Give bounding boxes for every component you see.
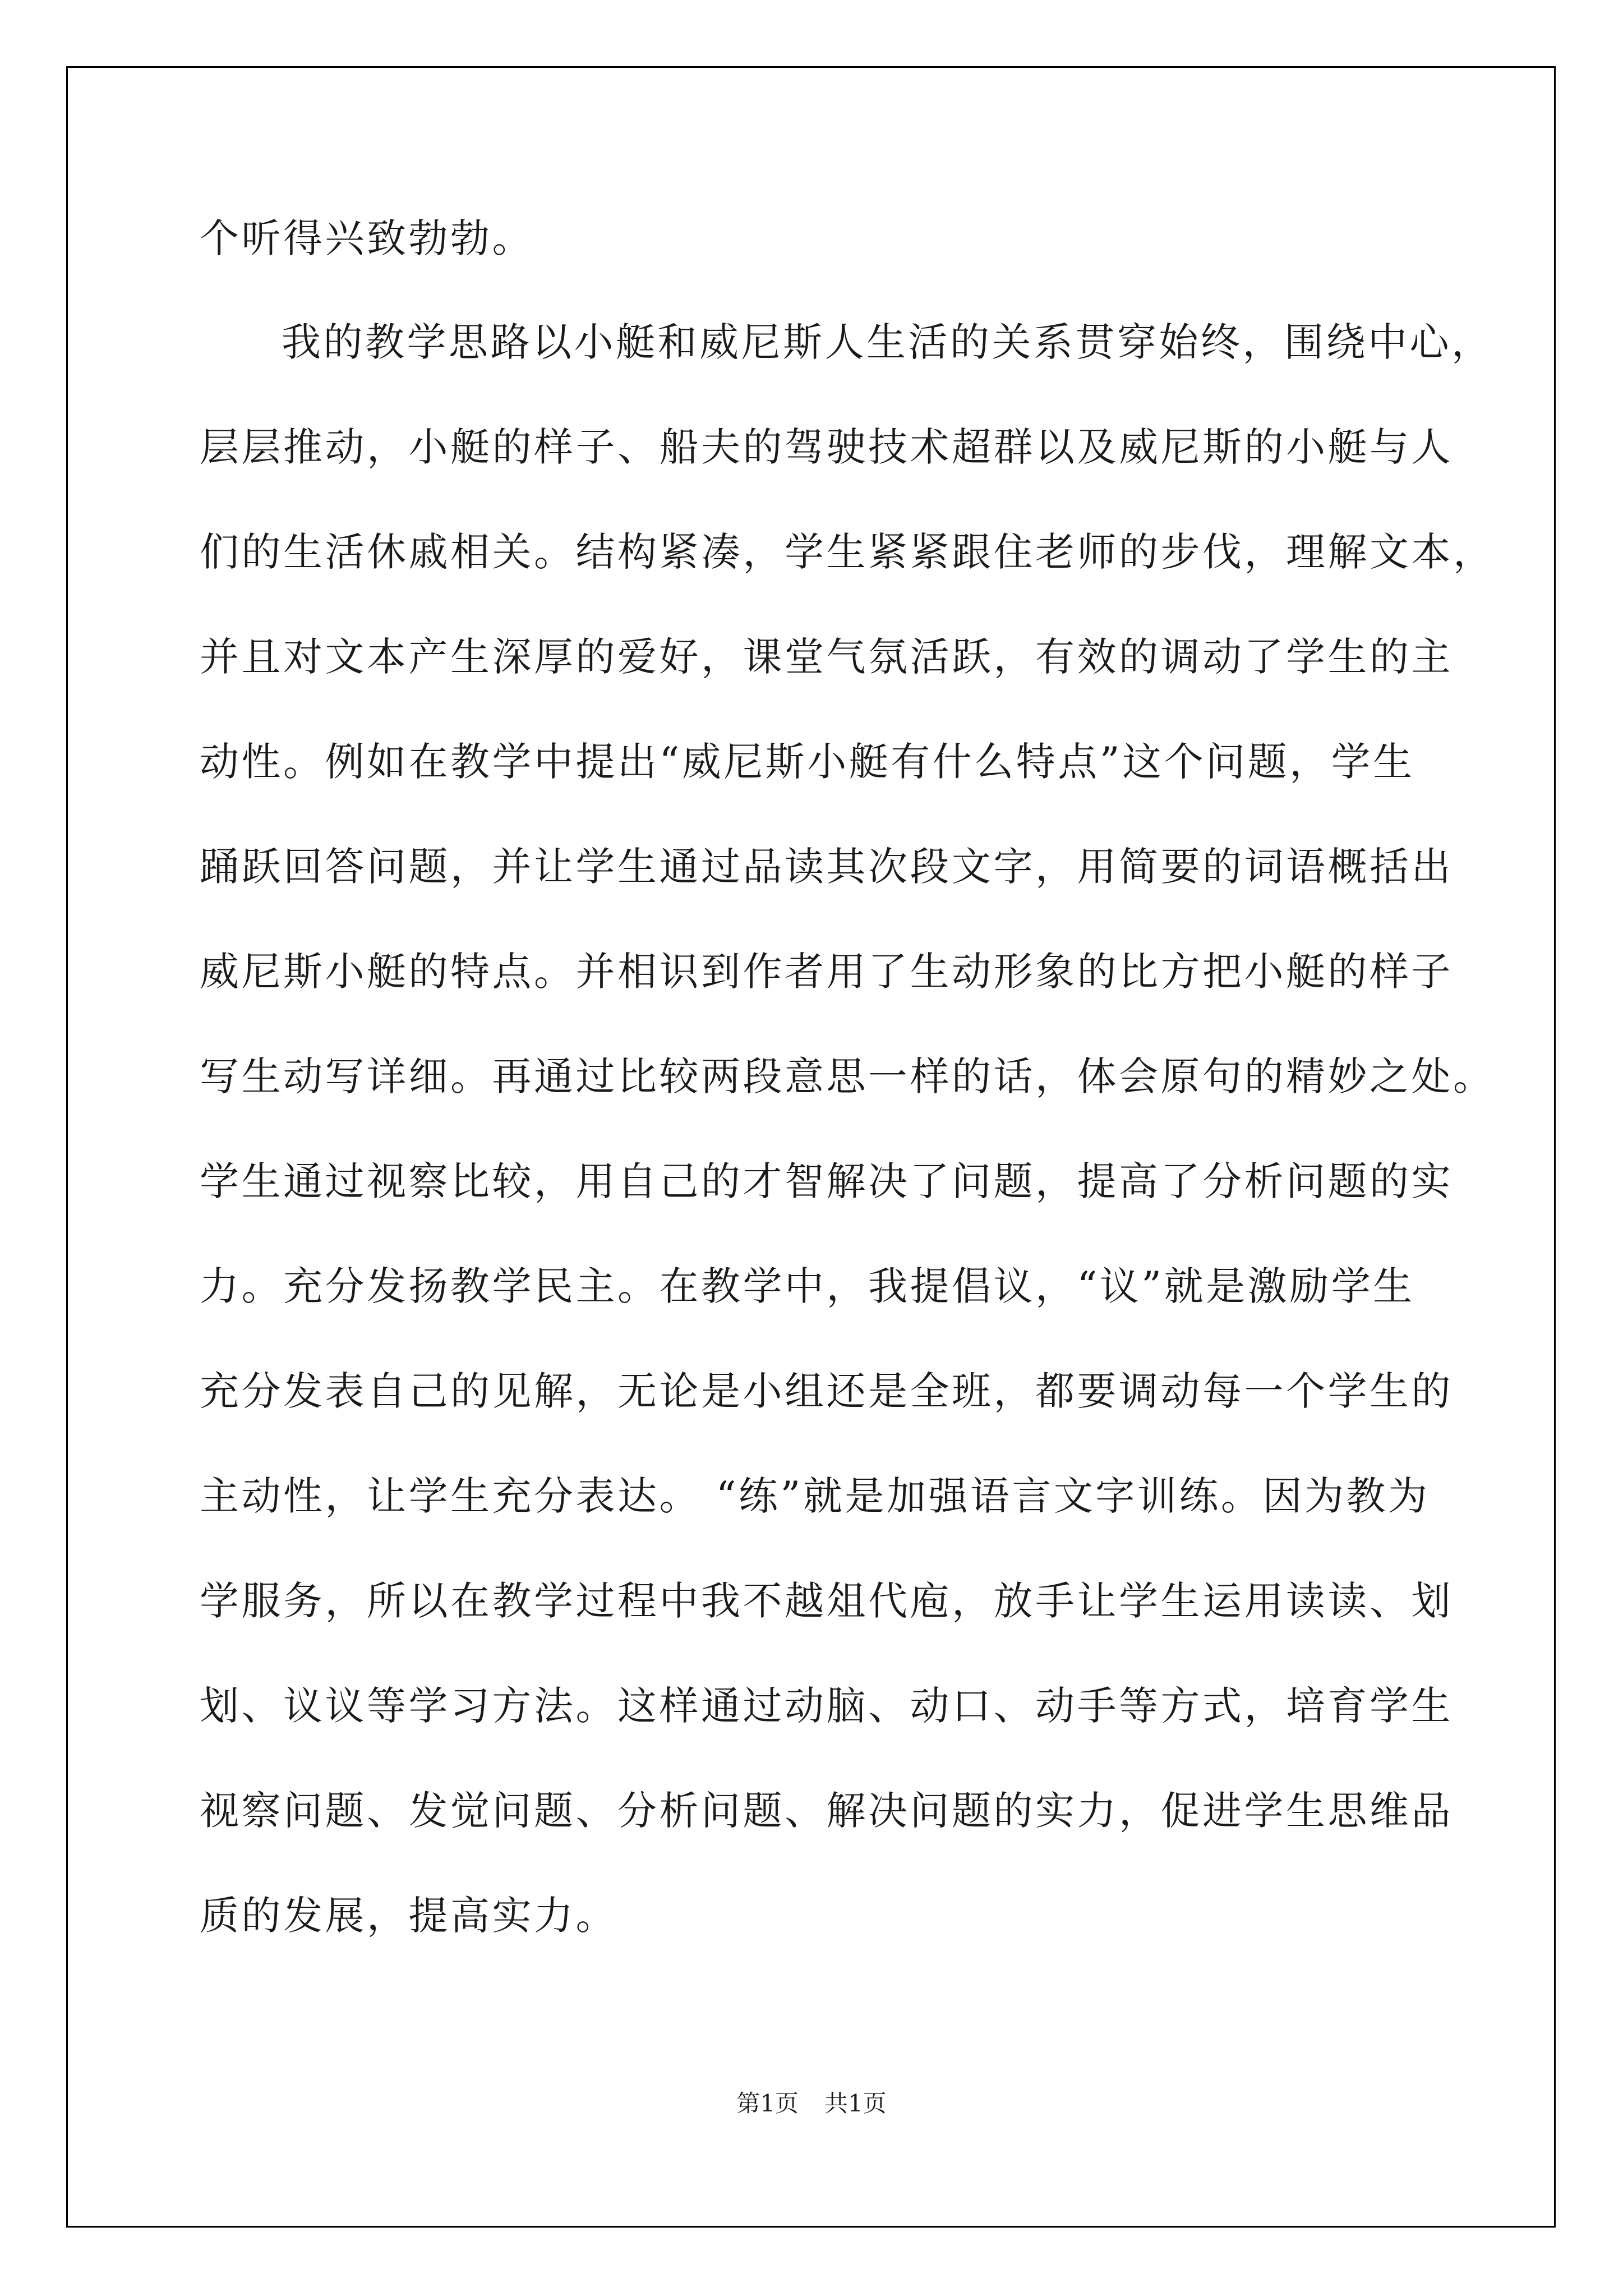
text-line: 主动性，让学生充分表达。 “练”就是加强语言文字训练。因为教为 (200, 1473, 1430, 1519)
text-line: 充分发表自己的见解，无论是小组还是全班，都要调动每一个学生的 (200, 1368, 1453, 1414)
text-line: 学生通过视察比较，用自己的才智解决了问题，提高了分析问题的实 (200, 1158, 1453, 1204)
text-line: 层层推动，小艇的样子、船夫的驾驶技术超群以及威尼斯的小艇与人 (200, 424, 1453, 470)
text-line: 威尼斯小艇的特点。并相识到作者用了生动形象的比方把小艇的样子 (200, 949, 1453, 995)
text-line: 并且对文本产生深厚的爱好，课堂气氛活跃，有效的调动了学生的主 (200, 634, 1453, 680)
page-number: 第1页 (736, 2090, 799, 2117)
text-line: 划、议议等学习方法。这样通过动脑、动口、动手等方式，培育学生 (200, 1683, 1453, 1729)
text-line: 质的发展，提高实力。 (200, 1893, 617, 1939)
text-line: 力。充分发扬教学民主。在教学中，我提倡议，“议”就是激励学生 (200, 1263, 1415, 1309)
page-footer (0, 2088, 1623, 2119)
text-line: 们的生活休戚相关。结构紧凑，学生紧紧跟住老师的步伐，理解文本， (200, 529, 1495, 575)
text-line: 动性。例如在教学中提出“威尼斯小艇有什么特点”这个问题，学生 (200, 739, 1415, 785)
paragraph-first-line: 我的教学思路以小艇和威尼斯人生活的关系贯穿始终，围绕中心， (282, 319, 1493, 365)
text-line: 个听得兴致勃勃。 (200, 215, 534, 261)
page-total: 共1页 (824, 2090, 887, 2117)
text-line: 踊跃回答问题，并让学生通过品读其次段文字，用简要的词语概括出 (200, 844, 1453, 890)
text-line: 写生动写详细。再通过比较两段意思一样的话，体会原句的精妙之处。 (200, 1053, 1495, 1099)
text-line: 视察问题、发觉问题、分析问题、解决问题的实力，促进学生思维品 (200, 1788, 1453, 1834)
text-line: 学服务，所以在教学过程中我不越俎代庖，放手让学生运用读读、划 (200, 1578, 1453, 1624)
